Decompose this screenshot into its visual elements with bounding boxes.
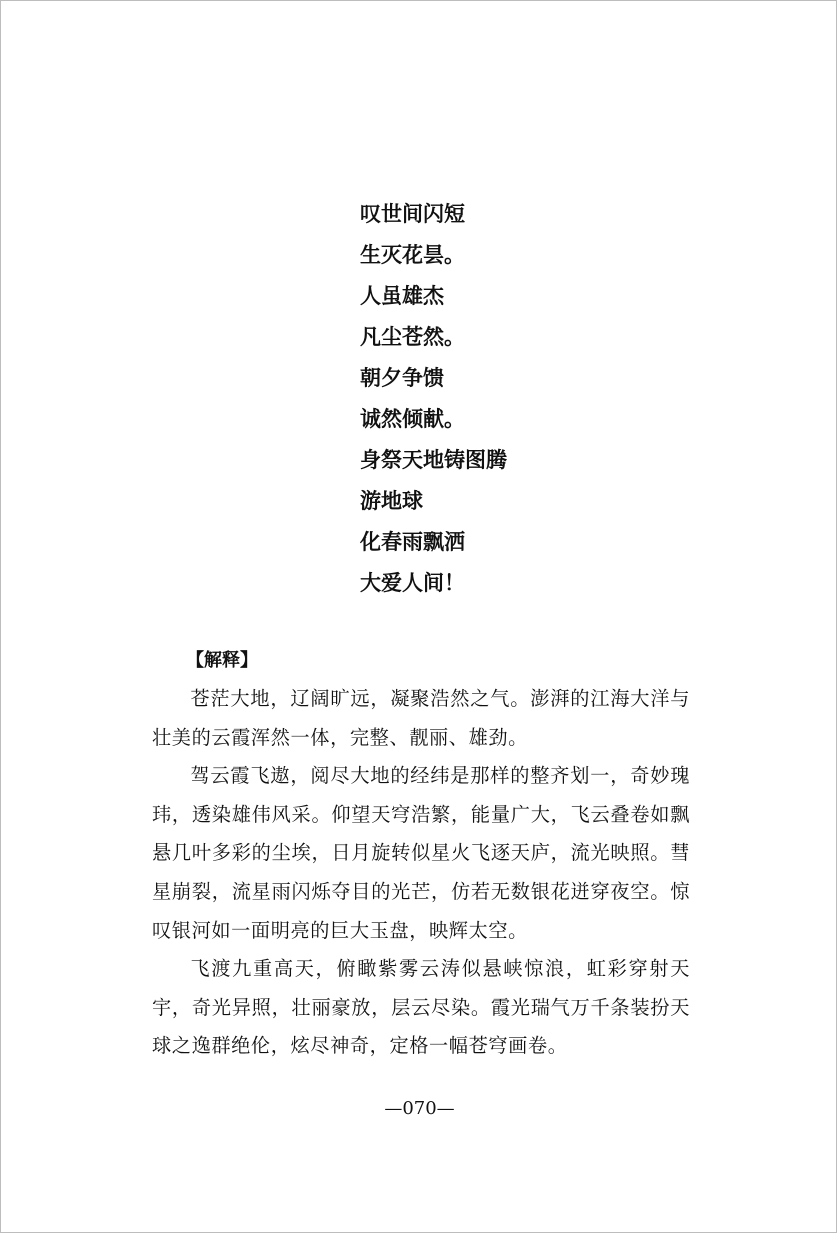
poem-line: 生灭花昙。 xyxy=(360,243,465,267)
explanation-heading: 【解释】 xyxy=(186,650,258,671)
poem-line: 人虽雄杰 xyxy=(360,284,444,308)
poem-line: 叹世间闪短 xyxy=(360,202,465,226)
poem-line: 诚然倾献。 xyxy=(360,407,465,431)
poem-line: 化春雨飘洒 xyxy=(360,530,465,554)
poem-line: 游地球 xyxy=(360,489,423,513)
poem-line: 大爱人间！ xyxy=(360,571,465,595)
explanation-body xyxy=(152,680,690,1066)
page-number: —070— xyxy=(384,1098,455,1119)
poem-line: 凡尘苍然。 xyxy=(360,325,465,349)
explanation-paragraph: 飞渡九重高天，俯瞰紫雾云涛似悬峡惊浪，虹彩穿射天宇，奇光异照，壮丽豪放，层云尽染。霞光瑞气万千条装扮天球之逸群绝伦，炫尽神奇，定格一幅苍穹画卷。 xyxy=(152,957,690,1058)
explanation-paragraph: 苍茫大地，辽阔旷远，凝聚浩然之气。澎湃的江海大洋与壮美的云霞浑然一体，完整、靓丽、雄劲。 xyxy=(152,687,690,749)
poem-line: 朝夕争馈 xyxy=(360,366,444,390)
poem xyxy=(360,194,507,604)
poem-line: 身祭天地铸图腾 xyxy=(360,448,507,472)
explanation-paragraph: 驾云霞飞遨，阅尽大地的经纬是那样的整齐划一，奇妙瑰玮，透染雄伟风采。仰望天穹浩繁，能量广大，飞云叠卷如飘悬几叶多彩的尘埃，日月旋转似星火飞逐天庐，流光映照。彗星崩裂，流星雨闪烁夺目的光芒，仿若无数银花迸穿夜空。惊叹银河如一面明亮的巨大玉盘，映辉太空。 xyxy=(152,764,690,942)
